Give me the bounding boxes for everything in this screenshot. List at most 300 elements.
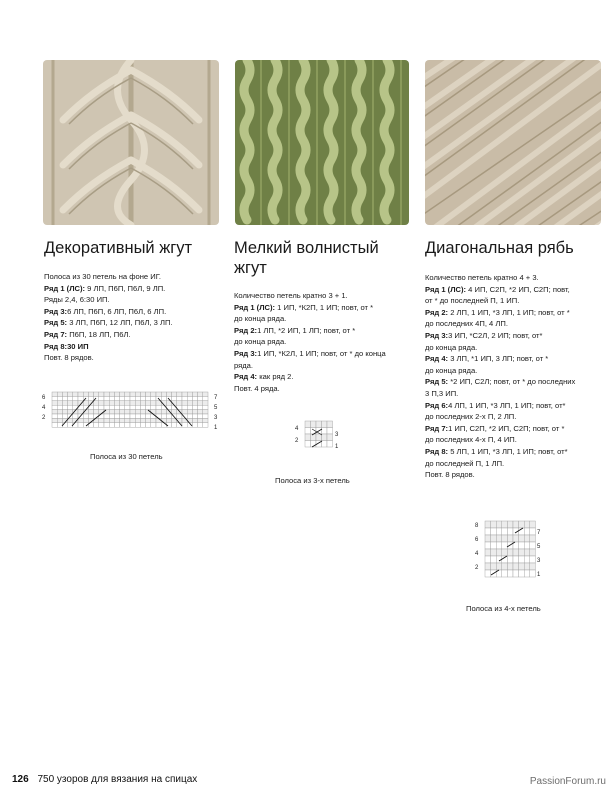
chart-cell	[166, 418, 171, 422]
chart-cell	[166, 414, 171, 418]
chart-cell	[513, 556, 519, 563]
chart-cell	[485, 563, 491, 570]
chart-row-number: 7	[214, 395, 218, 401]
chart-cell	[83, 418, 88, 422]
chart-cell	[177, 392, 182, 396]
chart-cell	[130, 392, 135, 396]
chart-row-number: 1	[335, 444, 339, 450]
instruction-line: Ряд 8:30 ИП	[44, 341, 89, 351]
chart-cell	[120, 401, 125, 405]
chart-cell	[99, 405, 104, 409]
instruction-line: Ряд 5: *2 ИП, С2Л; повт, от * до последних	[425, 377, 576, 387]
chart-cell	[156, 410, 161, 414]
chart-cell	[524, 563, 530, 570]
instruction-line: Ряд 2: 2 ЛП, 1 ИП, *3 ЛП, 1 ИП; повт, от *	[425, 307, 570, 317]
chart-cell	[125, 405, 130, 409]
chart-row-number: 8	[475, 523, 479, 529]
chart-cell	[109, 401, 114, 405]
chart-cell	[491, 528, 497, 535]
chart-cell	[57, 414, 62, 418]
chart-cell	[327, 428, 333, 435]
chart-cell	[62, 392, 67, 396]
chart-cell	[140, 401, 145, 405]
chart-cell	[524, 570, 530, 577]
chart-cell	[182, 423, 187, 427]
chart-cell	[99, 401, 104, 405]
chart-cell	[156, 414, 161, 418]
pattern-column-decorative-cable	[44, 238, 224, 364]
chart-cell	[156, 418, 161, 422]
chart-cell	[530, 563, 536, 570]
chart-cell	[491, 563, 497, 570]
chart-row-number: 5	[537, 544, 541, 550]
chart-cell	[305, 441, 311, 448]
chart-cell	[130, 401, 135, 405]
chart-cell	[104, 410, 109, 414]
chart-cell	[513, 535, 519, 542]
chart-cell	[104, 396, 109, 400]
chart-cell	[57, 405, 62, 409]
chart-cell	[203, 392, 208, 396]
chart-cell	[530, 570, 536, 577]
chart-cell	[130, 405, 135, 409]
chart-cell	[485, 521, 491, 528]
chart-cell	[125, 396, 130, 400]
chart-cell	[496, 549, 502, 556]
pattern-title: Декоративный жгут	[44, 239, 193, 257]
chart-cell	[305, 434, 311, 441]
chart-cell	[114, 405, 119, 409]
pattern-instructions	[234, 290, 414, 394]
chart-cell	[114, 423, 119, 427]
chart-cell	[104, 392, 109, 396]
chart-cell	[135, 418, 140, 422]
chart-cell	[109, 418, 114, 422]
chart-cell	[198, 418, 203, 422]
chart-cell	[94, 405, 99, 409]
chart-row-number: 4	[295, 426, 299, 432]
chart-cell	[322, 428, 328, 435]
chart-cell	[530, 521, 536, 528]
chart-cell	[68, 401, 73, 405]
chart-cell	[524, 535, 530, 542]
chart-cell	[104, 401, 109, 405]
chart-cell	[192, 405, 197, 409]
chart-cell	[130, 418, 135, 422]
chart-row-number: 3	[214, 415, 218, 421]
chart-cell	[120, 392, 125, 396]
chart-cell	[203, 418, 208, 422]
chart-cell	[57, 410, 62, 414]
chart-cell	[130, 396, 135, 400]
chart-row-number: 5	[214, 405, 218, 411]
chart-cell	[52, 405, 57, 409]
chart-cell	[316, 434, 322, 441]
swatch-photo-decorative-cable	[43, 60, 219, 225]
chart-cell	[125, 414, 130, 418]
chart-cell	[83, 392, 88, 396]
chart-cell	[519, 563, 525, 570]
chart-cell	[524, 556, 530, 563]
chart-cell	[104, 414, 109, 418]
instruction-line: Повт. 8 рядов.	[44, 353, 94, 363]
chart-cell	[114, 410, 119, 414]
chart-cell	[187, 392, 192, 396]
chart-row-number: 3	[537, 558, 541, 564]
chart-cell	[120, 405, 125, 409]
chart-cell	[316, 421, 322, 428]
instruction-line: Количество петель кратно 4 + 3.	[425, 273, 539, 282]
chart-cell	[73, 414, 78, 418]
chart-cell	[52, 410, 57, 414]
chart-row-number: 3	[335, 432, 339, 438]
chart-cell	[120, 410, 125, 414]
instruction-line: Ряд 8: 5 ЛП, 1 ИП, *3 ЛП, 1 ИП; повт, от*	[425, 446, 568, 456]
chart-cell	[140, 410, 145, 414]
chart-cell	[496, 542, 502, 549]
chart-cell	[182, 392, 187, 396]
chart-cell	[524, 549, 530, 556]
chart-cell	[120, 423, 125, 427]
chart-cell	[327, 441, 333, 448]
chart-cell	[513, 570, 519, 577]
chart-cell	[99, 418, 104, 422]
chart-cell	[146, 418, 151, 422]
chart-cell	[151, 405, 156, 409]
chart-cell	[192, 401, 197, 405]
chart-row-number: 6	[42, 395, 46, 401]
chart-row-number: 2	[42, 415, 46, 421]
pattern-column-wavy-cable	[234, 238, 414, 394]
chart-cell	[327, 421, 333, 428]
instruction-line: до конца ряда.	[425, 342, 478, 352]
chart-row-number: 6	[475, 537, 479, 543]
instruction-line: до последних 2-х П, 2 ЛП.	[425, 412, 517, 422]
chart-cell	[177, 414, 182, 418]
instruction-line: Ряд 1 (ЛС): 4 ИП, С2П, *2 ИП, С2П; повт,	[425, 284, 570, 294]
pattern-title: Мелкий волнистый жгут	[234, 239, 379, 277]
chart-cell	[140, 405, 145, 409]
instruction-line: до конца ряда.	[234, 314, 287, 324]
chart-cell	[68, 396, 73, 400]
chart-cell	[192, 396, 197, 400]
chart-cell	[135, 392, 140, 396]
chart-cell	[519, 521, 525, 528]
chart-cell	[187, 410, 192, 414]
chart-cell	[99, 392, 104, 396]
chart-cell	[52, 418, 57, 422]
chart-cell	[62, 414, 67, 418]
chart-cell	[502, 570, 508, 577]
instruction-line: Повт. 8 рядов.	[425, 470, 475, 480]
chart-cell	[104, 405, 109, 409]
chart-cell	[182, 401, 187, 405]
chart-cell	[507, 556, 513, 563]
chart-cell	[172, 410, 177, 414]
instruction-line: Ряд 2:1 ЛП, *2 ИП, 1 ЛП; повт, от *	[234, 325, 356, 335]
chart-cell	[519, 542, 525, 549]
chart-cell	[502, 535, 508, 542]
chart-cell	[125, 392, 130, 396]
instruction-line: Полоса из 30 петель на фоне ИГ.	[44, 272, 161, 281]
chart-cell	[524, 528, 530, 535]
pattern-instructions	[44, 271, 224, 364]
chart-cell	[52, 392, 57, 396]
chart-cell	[130, 414, 135, 418]
chart-cell	[99, 423, 104, 427]
chart-cell	[146, 401, 151, 405]
chart-cell	[182, 410, 187, 414]
chart-cell	[52, 423, 57, 427]
chart-cell	[182, 396, 187, 400]
chart-cell	[62, 396, 67, 400]
chart-cell	[135, 414, 140, 418]
chart-cell	[524, 521, 530, 528]
chart-cell	[135, 401, 140, 405]
chart-cell	[530, 549, 536, 556]
chart-cell	[130, 410, 135, 414]
chart-cell	[198, 423, 203, 427]
chart-cell	[485, 535, 491, 542]
chart-cell	[496, 521, 502, 528]
chart-cell	[507, 528, 513, 535]
page-number: 126	[12, 774, 29, 785]
chart-grid	[485, 521, 535, 577]
chart-cell	[507, 549, 513, 556]
chart-cell	[135, 405, 140, 409]
chart-cell	[68, 392, 73, 396]
chart-cell	[135, 423, 140, 427]
chart-cell	[507, 570, 513, 577]
chart-cell	[135, 410, 140, 414]
chart-cell	[203, 401, 208, 405]
swatch-photo-diagonal-ripple	[425, 60, 601, 225]
instruction-line: Ряд 4: как ряд 2.	[234, 372, 294, 382]
chart-cell	[513, 563, 519, 570]
pattern-title: Диагональная рябь	[425, 239, 574, 257]
knitting-chart-3-stitches	[295, 418, 355, 458]
chart-cell	[120, 418, 125, 422]
chart-cell	[151, 401, 156, 405]
chart-row-number: 2	[475, 565, 479, 571]
chart-row-number: 1	[537, 572, 541, 578]
chart-cell	[485, 570, 491, 577]
chart-cell	[502, 521, 508, 528]
instruction-line: Повт. 4 ряда.	[234, 383, 280, 393]
chart-cell	[177, 401, 182, 405]
chart-cell	[57, 392, 62, 396]
instruction-line: до последних 4-х П, 4 ИП.	[425, 435, 517, 445]
chart-cell	[104, 423, 109, 427]
chart-cell	[78, 418, 83, 422]
chart-cell	[151, 418, 156, 422]
instruction-line: до последних 4П, 4 ЛП.	[425, 319, 508, 329]
chart-cell	[491, 542, 497, 549]
chart-cell	[161, 423, 166, 427]
chart-cell	[198, 414, 203, 418]
chart-row-number: 7	[537, 530, 541, 536]
book-title: 750 узоров для вязания на спицах	[37, 774, 198, 785]
chart-cell	[57, 401, 62, 405]
chart-cell	[156, 392, 161, 396]
chart-cell	[187, 414, 192, 418]
chart-cell	[530, 556, 536, 563]
chart-cell	[161, 410, 166, 414]
chart-cell	[187, 418, 192, 422]
chart-cell	[187, 405, 192, 409]
instruction-line: Ряды 2,4, 6:30 ИП.	[44, 295, 110, 305]
chart-cell	[125, 418, 130, 422]
chart-cell	[507, 535, 513, 542]
chart-cell	[88, 392, 93, 396]
chart-cell	[140, 418, 145, 422]
chart-caption: Полоса из 4-х петель	[466, 604, 541, 613]
chart-cell	[151, 423, 156, 427]
chart-cell	[192, 423, 197, 427]
instruction-line: до конца ряда.	[234, 337, 287, 347]
chart-cell	[198, 401, 203, 405]
chart-cell	[161, 396, 166, 400]
instruction-line: Ряд 1 (ЛС): 9 ЛП, П6П, П6Л, 9 ЛП.	[44, 283, 166, 293]
chart-cell	[502, 563, 508, 570]
chart-cell	[491, 521, 497, 528]
chart-cell	[203, 423, 208, 427]
chart-cell	[114, 418, 119, 422]
chart-row-number: 1	[214, 425, 218, 431]
chart-cell	[120, 396, 125, 400]
chart-cell	[161, 392, 166, 396]
chart-cell	[485, 549, 491, 556]
chart-cell	[305, 428, 311, 435]
chart-cell	[109, 414, 114, 418]
chart-cell	[78, 392, 83, 396]
chart-cell	[68, 410, 73, 414]
chart-cell	[524, 542, 530, 549]
chart-cell	[305, 421, 311, 428]
chart-cell	[327, 434, 333, 441]
chart-cell	[322, 421, 328, 428]
chart-cell	[135, 396, 140, 400]
page-footer	[12, 774, 197, 785]
instruction-line: до последней П, 1 ЛП.	[425, 458, 505, 468]
chart-cell	[57, 396, 62, 400]
chart-cell	[192, 414, 197, 418]
chart-cell	[83, 401, 88, 405]
chart-cell	[203, 414, 208, 418]
chart-cell	[73, 396, 78, 400]
chart-cell	[140, 414, 145, 418]
chart-cell	[311, 421, 317, 428]
chart-cell	[519, 549, 525, 556]
chart-cell	[203, 396, 208, 400]
chart-cell	[73, 392, 78, 396]
chart-cell	[203, 405, 208, 409]
chart-cell	[519, 570, 525, 577]
chart-row-number: 4	[475, 551, 479, 557]
chart-cell	[513, 549, 519, 556]
instruction-line: Ряд 3:1 ИП, *К2Л, 1 ИП; повт, от * до конца	[234, 348, 386, 358]
chart-cell	[187, 396, 192, 400]
chart-cell	[502, 549, 508, 556]
chart-cell	[187, 401, 192, 405]
chart-cell	[151, 392, 156, 396]
chart-cell	[125, 410, 130, 414]
chart-cell	[192, 392, 197, 396]
instruction-line: Количество петель кратно 3 + 1.	[234, 291, 348, 300]
chart-cell	[502, 528, 508, 535]
instruction-line: Ряд 4: 3 ЛП, *1 ИП, 3 ЛП; повт, от *	[425, 354, 549, 364]
chart-cell	[52, 396, 57, 400]
chart-cell	[146, 392, 151, 396]
chart-cell	[530, 528, 536, 535]
pattern-column-diagonal-ripple	[425, 238, 610, 481]
chart-cell	[88, 410, 93, 414]
chart-cell	[73, 423, 78, 427]
chart-cell	[156, 405, 161, 409]
chart-cell	[94, 410, 99, 414]
chart-cell	[125, 423, 130, 427]
chart-cell	[491, 549, 497, 556]
chart-cell	[507, 521, 513, 528]
chart-cell	[192, 410, 197, 414]
chart-cell	[140, 423, 145, 427]
chart-cell	[57, 418, 62, 422]
chart-cell	[130, 423, 135, 427]
chart-cell	[311, 434, 317, 441]
chart-cell	[52, 414, 57, 418]
chart-cell	[530, 535, 536, 542]
chart-cell	[151, 396, 156, 400]
chart-cell	[519, 556, 525, 563]
chart-caption: Полоса из 30 петель	[90, 452, 163, 461]
instruction-line: Ряд 5: 3 ЛП, П6П, 12 ЛП, П6Л, 3 ЛП.	[44, 318, 173, 328]
chart-row-number: 4	[42, 405, 46, 411]
knitting-chart-30-stitches	[42, 388, 222, 432]
chart-cell	[485, 542, 491, 549]
chart-cell	[198, 410, 203, 414]
chart-cell	[114, 392, 119, 396]
chart-cell	[172, 392, 177, 396]
chart-cell	[496, 563, 502, 570]
chart-cell	[198, 405, 203, 409]
chart-cell	[57, 423, 62, 427]
chart-cell	[68, 405, 73, 409]
instruction-line: 3 П,3 ИП.	[425, 388, 459, 398]
chart-cell	[109, 410, 114, 414]
chart-cell	[161, 414, 166, 418]
instruction-line: Ряд 3:3 ИП, *С2Л, 2 ИП; повт, от*	[425, 330, 543, 340]
chart-cell	[502, 542, 508, 549]
chart-cell	[68, 423, 73, 427]
instruction-line: Ряд 6:4 ЛП, 1 ИП, *3 ЛП, 1 ИП; повт, от*	[425, 400, 566, 410]
chart-cell	[203, 410, 208, 414]
chart-cell	[177, 396, 182, 400]
chart-cell	[507, 563, 513, 570]
instruction-line: от * до последней П, 1 ИП.	[425, 296, 520, 306]
chart-cell	[114, 401, 119, 405]
chart-cell	[496, 535, 502, 542]
chart-cell	[78, 396, 83, 400]
chart-cell	[182, 405, 187, 409]
chart-cell	[88, 396, 93, 400]
chart-cell	[491, 556, 497, 563]
chart-cell	[491, 535, 497, 542]
instruction-line: Ряд 1 (ЛС): 1 ИП, *К2П, 1 ИП; повт, от *	[234, 302, 374, 312]
instruction-line: до конца ряда.	[425, 365, 478, 375]
chart-cell	[83, 414, 88, 418]
instruction-line: Ряд 7: П6П, 18 ЛП, П6Л.	[44, 329, 131, 339]
chart-cell	[485, 528, 491, 535]
